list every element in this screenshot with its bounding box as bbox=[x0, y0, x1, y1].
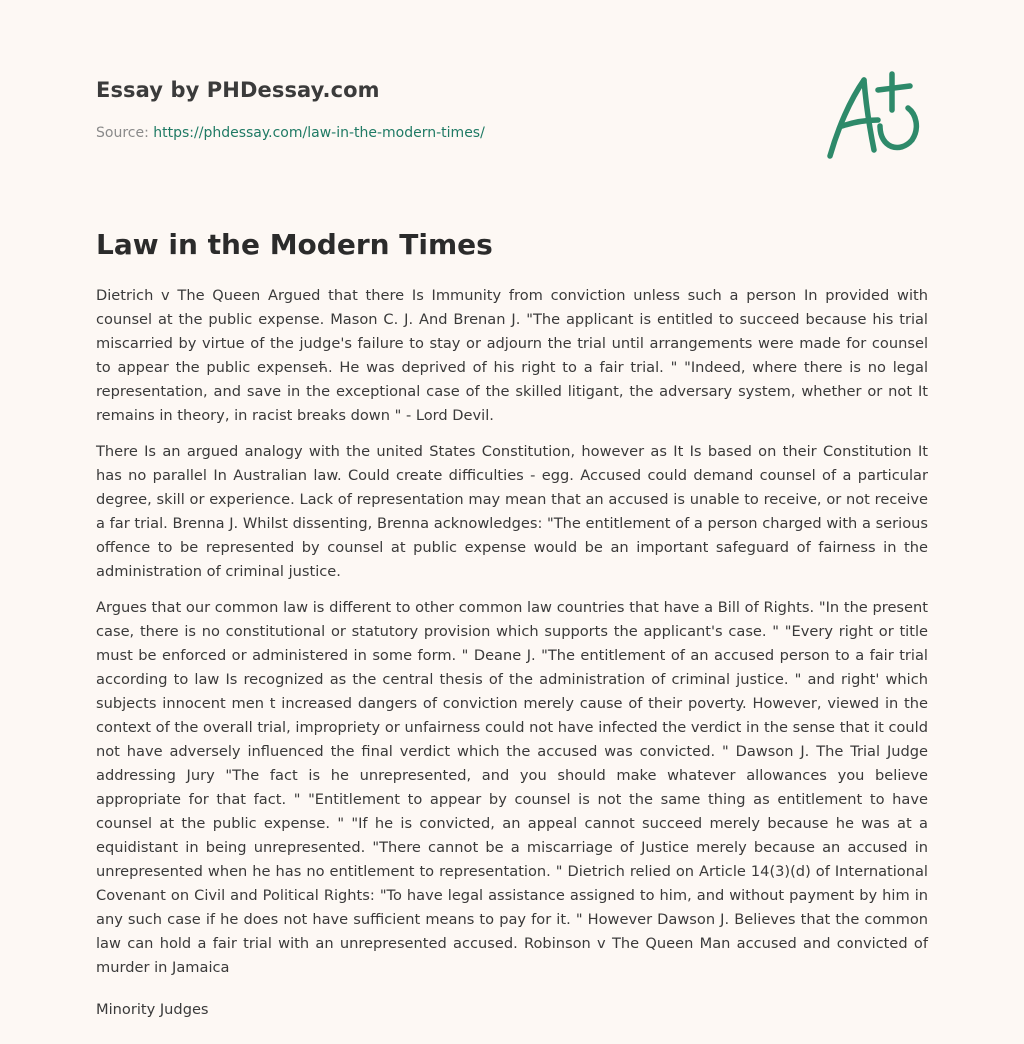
paragraph: Argues that our common law is different to other common law countries that have a Bill of Rights. "In the present case, there is no constitutional or statutory provision which supports the applicant's case. " "Every right or title must be enforced or administered in some form. " Deane J. "The entitlement of an accused person to a fair trial according to law Is recognized as the central thesis of the administration of criminal justice. " and right' which subjects innocent men t increased dangers of conviction merely cause of their poverty. However, viewed in the context of the overall trial, impropriety or unfairness could not have infected the verdict in the sense that it could not have adversely influenced the final verdict which the accused was convicted. " Dawson J. The Trial Judge addressing Jury "The fact is he unrepresented, and you should make whatever allowances you believe appropriate for that fact. " "Entitlement to appear by counsel is not the same thing as entitlement to have counsel at the public expense. " "If he is convicted, an appeal cannot succeed merely because he was at a equidistant in being unrepresented. "There cannot be a miscarriage of Justice merely because an accused in unrepresented when he has no entitlement to representation. " Dietrich relied on Article 14(3)(d) of International Covenant on Civil and Political Rights: "To have legal assistance assigned to him, and without payment by him in any such case if he does not have sufficient means to pay for it. " However Dawson J. Believes that the common law can hold a fair trial with an unrepresented accused. Robinson v The Queen Man accused and convicted of murder in Jamaica bbox=[96, 599, 928, 976]
site-brand: Essay by PHDessay.com bbox=[96, 78, 380, 102]
section-subheading: Minority Judges bbox=[96, 1001, 209, 1018]
source-label: Source: bbox=[96, 125, 154, 141]
paragraph: There Is an argued analogy with the united States Constitution, however as It Is based on their Constitution It has no parallel In Australian law. Could create difficulties - egg. Accused could demand counsel of a particular degree, skill or experience. Lack of representation may mean that an accused is unable to receive, or not receive a far trial. Brenna J. Whilst dissenting, Brenna acknowledges: "The entitlement of a person charged with a serious offence to be represented by counsel at public expense would be an important safeguard of fairness in the administration of criminal justice. bbox=[96, 443, 928, 580]
essay-title: Law in the Modern Times bbox=[96, 228, 493, 261]
source-line bbox=[96, 124, 796, 142]
source-link[interactable]: https://phdessay.com/law-in-the-modern-times/ bbox=[153, 125, 485, 141]
paragraph: Dietrich v The Queen Argued that there Is Immunity from conviction unless such a person In provided with counsel at the public expense. Mason C. J. And Brenan J. "The applicant is entitled to succeed because his trial miscarried by virtue of the judge's failure to stay or adjourn the trial until arrangements were made for counsel to appear the public expenseћ. He was deprived of his right to a fair trial. " "Indeed, where there is no legal representation, and save in the exceptional case of the skilled litigant, the adversary system, whether or not It remains in theory, in racist breaks down " - Lord Devil. bbox=[96, 287, 928, 424]
essay-body bbox=[96, 284, 928, 1034]
essay-header bbox=[96, 76, 796, 142]
a-plus-grade-icon bbox=[820, 66, 930, 166]
